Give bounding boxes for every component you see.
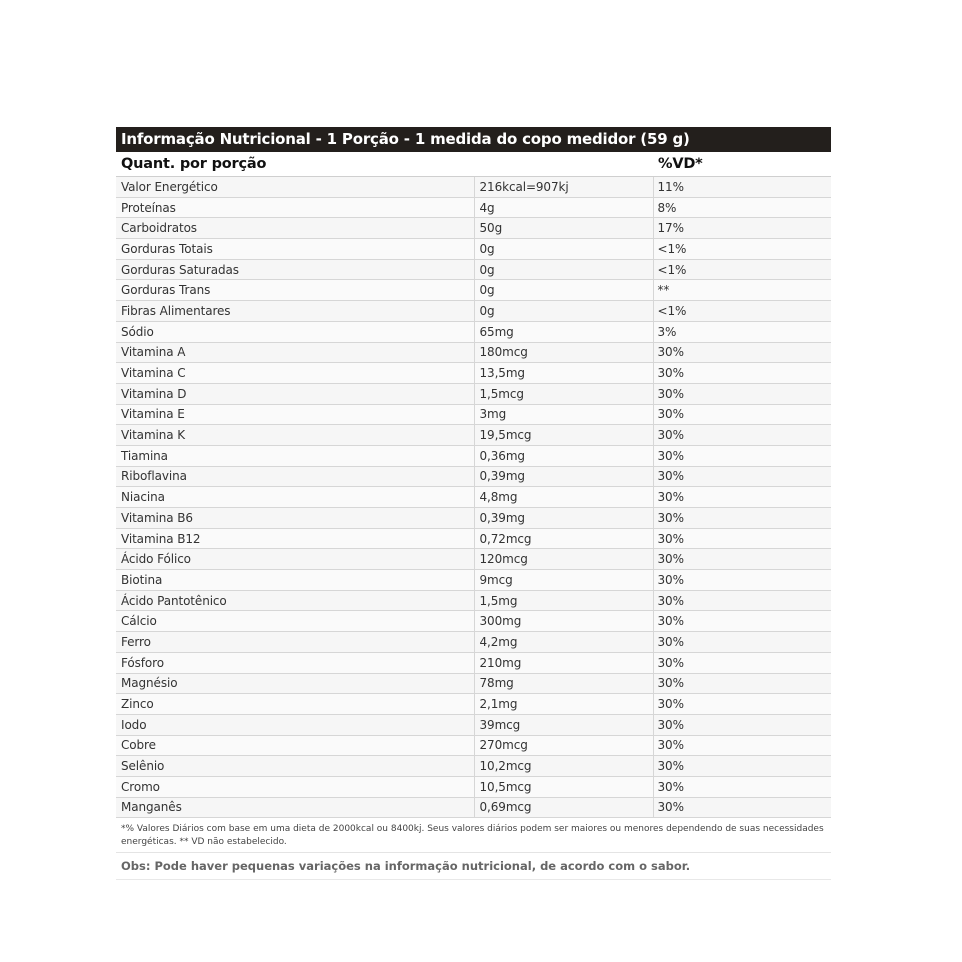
table-row [116,508,831,529]
nutrient-daily-value: 30% [653,363,831,384]
nutrient-name: Valor Energético [116,177,474,198]
nutrient-amount: 9mcg [474,570,653,591]
nutrient-daily-value: <1% [653,239,831,260]
table-row [116,425,831,446]
nutrient-name: Magnésio [116,673,474,694]
nutrient-name: Vitamina B6 [116,508,474,529]
nutrient-amount: 216kcal=907kj [474,177,653,198]
table-row [116,528,831,549]
nutrient-daily-value: 30% [653,508,831,529]
nutrient-name: Manganês [116,797,474,818]
table-header-row [116,152,831,177]
table-row [116,652,831,673]
nutrient-amount: 180mcg [474,342,653,363]
nutrient-amount: 0,69mcg [474,797,653,818]
nutrient-amount: 50g [474,218,653,239]
nutrient-daily-value: 11% [653,177,831,198]
table-row [116,259,831,280]
nutrient-name: Biotina [116,570,474,591]
nutrient-name: Cobre [116,735,474,756]
nutrition-table [116,152,831,818]
nutrient-amount: 39mcg [474,714,653,735]
nutrient-amount: 0g [474,301,653,322]
table-row [116,197,831,218]
table-row [116,383,831,404]
nutrient-amount: 300mg [474,611,653,632]
nutrient-name: Vitamina C [116,363,474,384]
nutrient-name: Riboflavina [116,466,474,487]
table-row [116,673,831,694]
nutrient-daily-value: 30% [653,611,831,632]
header-amount [474,152,653,177]
nutrient-amount: 0g [474,280,653,301]
nutrient-amount: 19,5mcg [474,425,653,446]
nutrient-name: Iodo [116,714,474,735]
nutrient-name: Vitamina K [116,425,474,446]
nutrient-name: Cálcio [116,611,474,632]
nutrient-name: Vitamina A [116,342,474,363]
nutrient-daily-value: 17% [653,218,831,239]
nutrient-daily-value: 30% [653,466,831,487]
nutrient-amount: 0,36mg [474,445,653,466]
table-row [116,301,831,322]
nutrient-daily-value: <1% [653,259,831,280]
nutrient-daily-value: 30% [653,776,831,797]
table-row [116,735,831,756]
table-row [116,487,831,508]
table-row [116,239,831,260]
nutrient-amount: 4,2mg [474,632,653,653]
nutrient-name: Vitamina B12 [116,528,474,549]
nutrient-amount: 0g [474,259,653,280]
nutrient-name: Ácido Fólico [116,549,474,570]
nutrient-name: Gorduras Saturadas [116,259,474,280]
table-row [116,776,831,797]
table-row [116,590,831,611]
nutrient-daily-value: 30% [653,694,831,715]
nutrient-name: Selênio [116,756,474,777]
nutrient-name: Vitamina E [116,404,474,425]
nutrient-name: Carboidratos [116,218,474,239]
nutrient-daily-value: 8% [653,197,831,218]
nutrient-daily-value: 30% [653,756,831,777]
nutrient-daily-value: 30% [653,714,831,735]
nutrition-title: Informação Nutricional - 1 Porção - 1 medida do copo medidor (59 g) [116,127,831,152]
nutrient-daily-value: 30% [653,383,831,404]
nutrient-name: Ferro [116,632,474,653]
nutrient-daily-value: 30% [653,549,831,570]
nutrient-amount: 270mcg [474,735,653,756]
nutrient-daily-value: 30% [653,425,831,446]
nutrient-daily-value: 30% [653,652,831,673]
nutrient-amount: 0,39mg [474,508,653,529]
nutrient-amount: 10,2mcg [474,756,653,777]
nutrient-name: Sódio [116,321,474,342]
table-row [116,363,831,384]
nutrient-amount: 1,5mcg [474,383,653,404]
table-row [116,466,831,487]
nutrient-amount: 65mg [474,321,653,342]
nutrient-amount: 0,72mcg [474,528,653,549]
nutrient-amount: 4,8mg [474,487,653,508]
table-row [116,177,831,198]
nutrient-name: Cromo [116,776,474,797]
table-row [116,404,831,425]
nutrient-daily-value: 30% [653,735,831,756]
nutrient-name: Zinco [116,694,474,715]
table-row [116,611,831,632]
table-row [116,570,831,591]
table-row [116,218,831,239]
nutrient-daily-value: <1% [653,301,831,322]
nutrient-amount: 10,5mcg [474,776,653,797]
table-row [116,797,831,818]
nutrient-name: Vitamina D [116,383,474,404]
nutrient-amount: 4g [474,197,653,218]
nutrient-daily-value: 30% [653,528,831,549]
nutrient-amount: 1,5mg [474,590,653,611]
nutrient-name: Ácido Pantotênico [116,590,474,611]
table-row [116,694,831,715]
nutrient-daily-value: 30% [653,570,831,591]
nutrient-amount: 13,5mg [474,363,653,384]
nutrient-amount: 2,1mg [474,694,653,715]
table-row [116,445,831,466]
nutrient-amount: 0g [474,239,653,260]
nutrition-facts-panel [116,127,831,880]
table-row [116,756,831,777]
nutrient-amount: 0,39mg [474,466,653,487]
table-row [116,342,831,363]
daily-value-footnote: *% Valores Diários com base em uma dieta de 2000kcal ou 8400kj. Seus valores diários podem ser maiores ou menores dependendo de suas necessidades energéticas. ** VD não estabelecido. [116,818,831,853]
flavor-variation-note: Obs: Pode haver pequenas variações na informação nutricional, de acordo com o sabor. [116,853,831,880]
nutrient-daily-value: 30% [653,404,831,425]
nutrient-name: Fósforo [116,652,474,673]
table-row [116,321,831,342]
nutrient-name: Niacina [116,487,474,508]
nutrient-daily-value: 30% [653,632,831,653]
nutrient-name: Gorduras Totais [116,239,474,260]
header-quantity: Quant. por porção [116,152,474,177]
nutrient-amount: 120mcg [474,549,653,570]
nutrient-daily-value: 3% [653,321,831,342]
table-row [116,280,831,301]
nutrient-daily-value: 30% [653,797,831,818]
nutrient-amount: 3mg [474,404,653,425]
nutrient-daily-value: 30% [653,590,831,611]
nutrient-daily-value: 30% [653,487,831,508]
nutrient-daily-value: ** [653,280,831,301]
nutrient-daily-value: 30% [653,673,831,694]
table-row [116,549,831,570]
nutrient-amount: 210mg [474,652,653,673]
nutrient-amount: 78mg [474,673,653,694]
nutrient-name: Fibras Alimentares [116,301,474,322]
nutrient-daily-value: 30% [653,445,831,466]
nutrient-name: Gorduras Trans [116,280,474,301]
header-daily-value: %VD* [653,152,831,177]
table-row [116,632,831,653]
table-row [116,714,831,735]
nutrient-name: Tiamina [116,445,474,466]
nutrient-name: Proteínas [116,197,474,218]
nutrient-daily-value: 30% [653,342,831,363]
